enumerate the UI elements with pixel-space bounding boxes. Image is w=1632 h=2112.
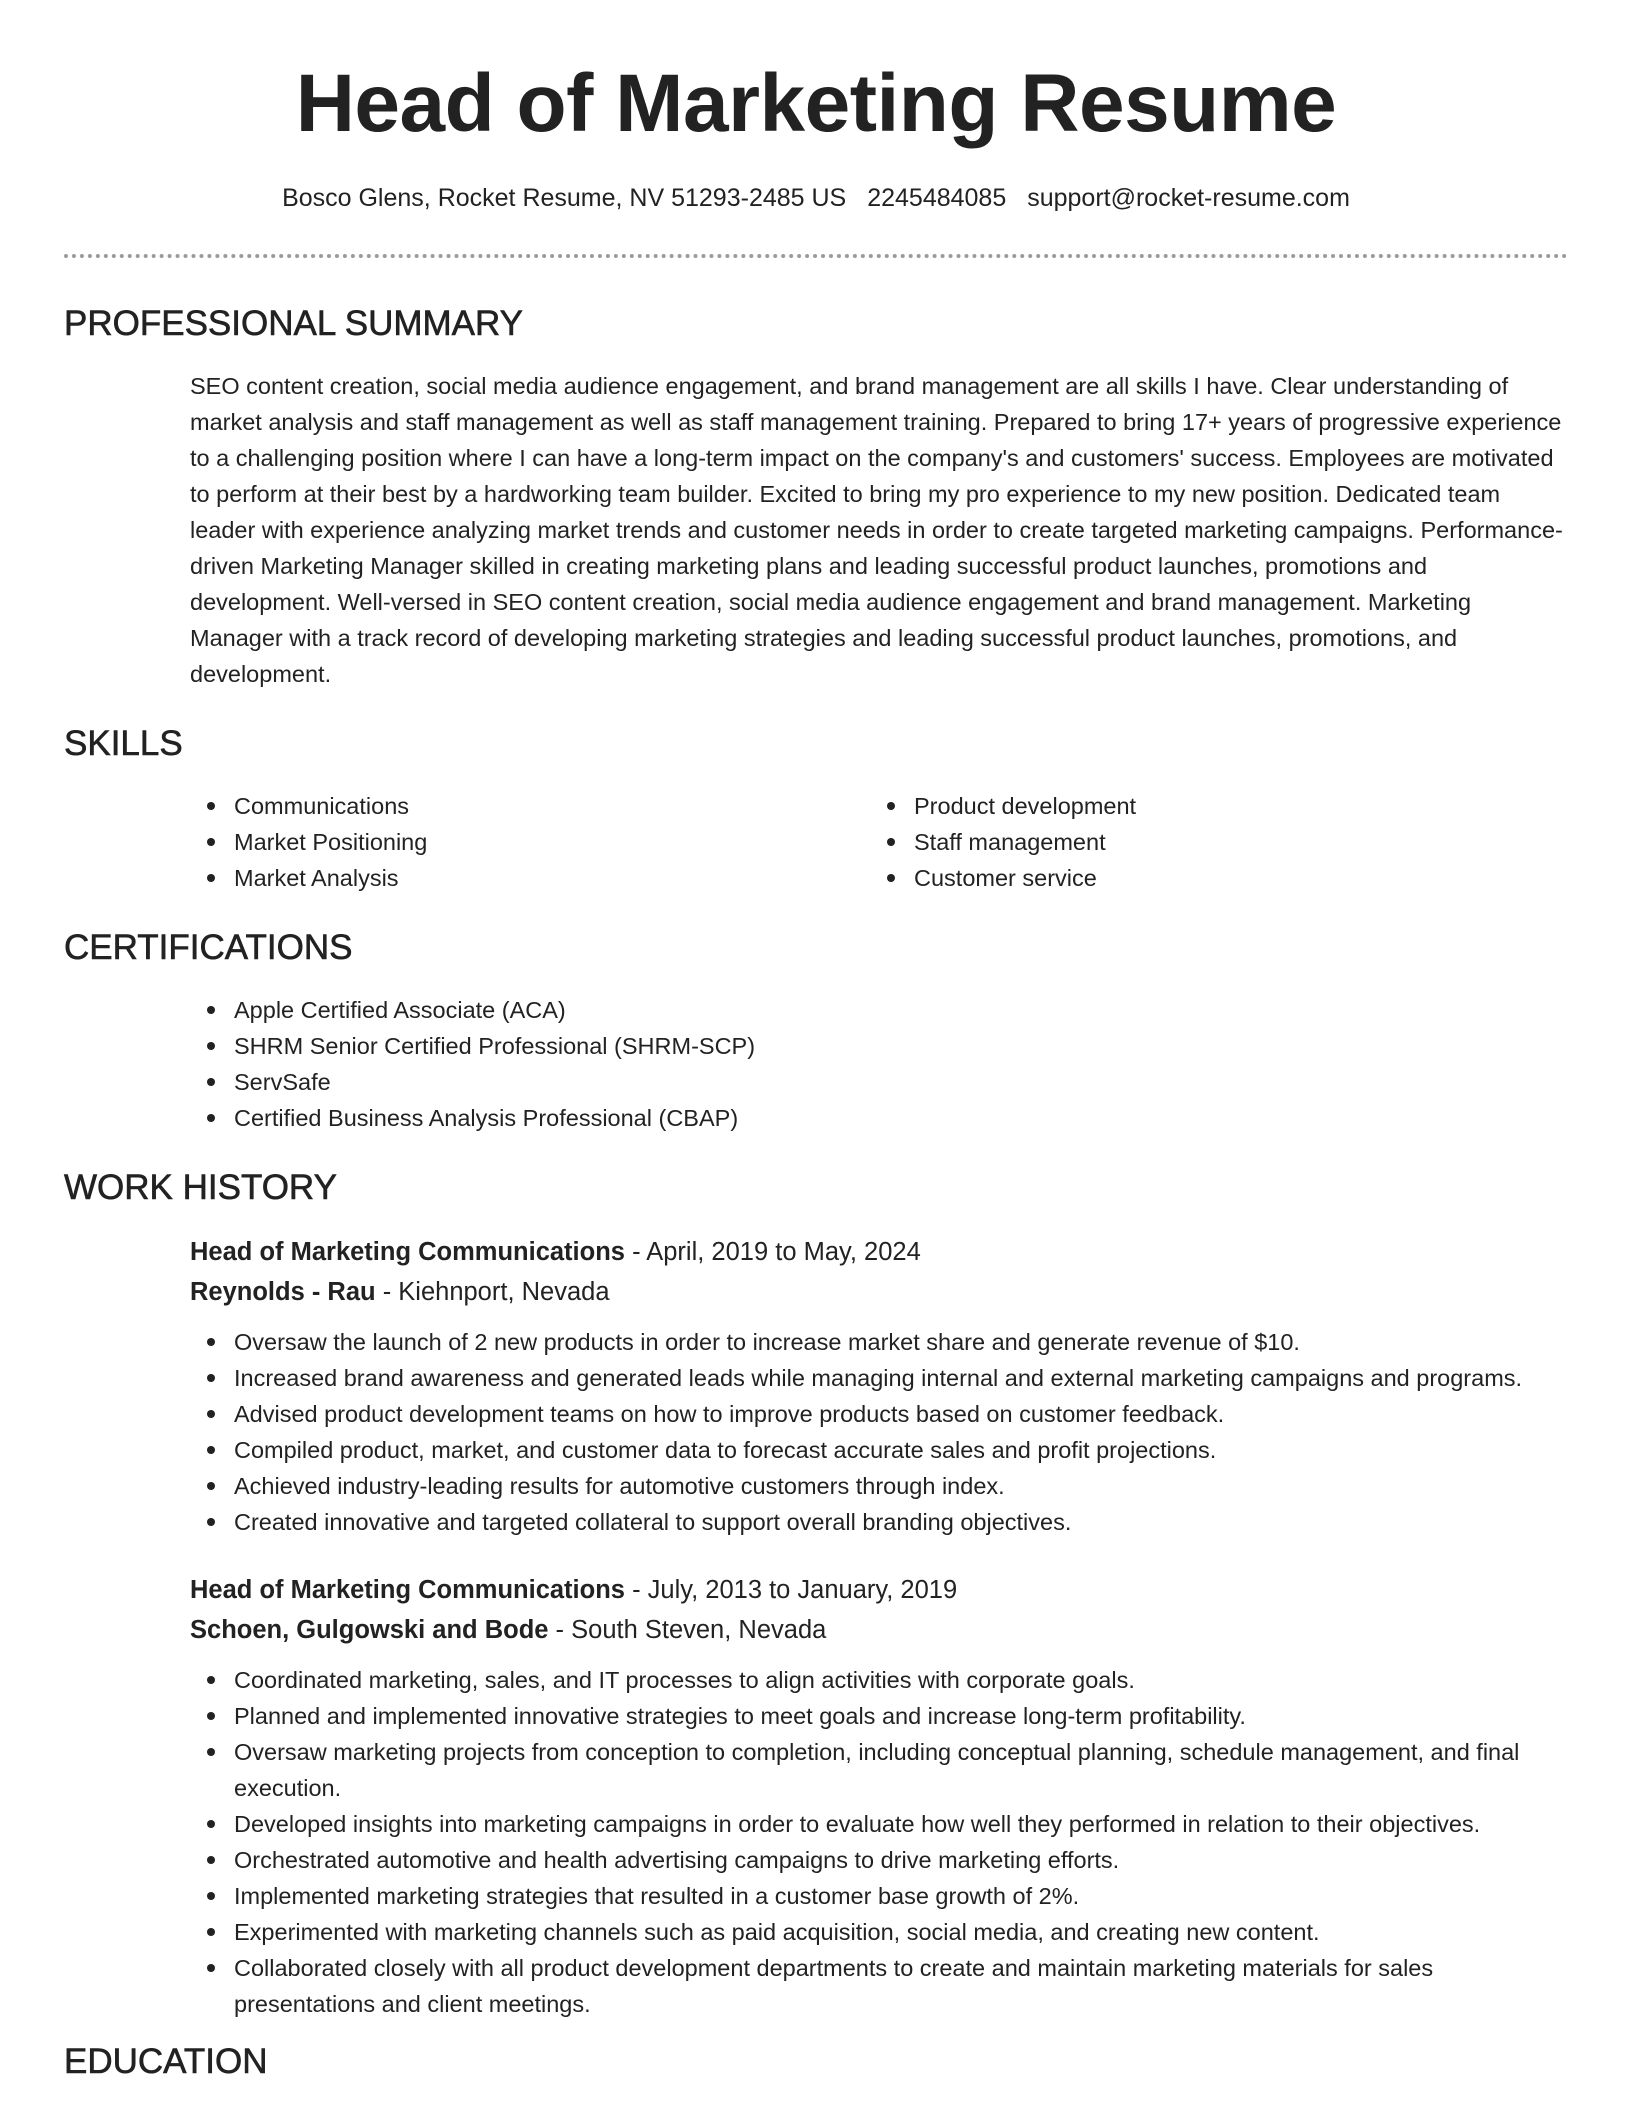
- certifications-heading: CERTIFICATIONS: [64, 928, 353, 967]
- summary-text: SEO content creation, social media audience engagement, and brand management are all skills I have. Clear understanding of market analysis and staff management as well as staff management training. Prepared to bring 17+ years of progressive experience to a challenging position where I can have a long-term impact on the company's and customers' success. Employees are motivated to perform at their best by a hardworking team builder. Excited to bring my pro experience to my new position. Dedicated team leader with experience analyzing market trends and customer needs in order to create targeted marketing campaigns. Performance-driven Marketing Manager skilled in creating marketing plans and leading successful product launches, promotions and development. Well-versed in SEO content creation, social media audience engagement and brand management. Marketing Manager with a track record of developing marketing strategies and leading successful product launches, promotions, and development.: [190, 373, 1563, 687]
- job-company: Schoen, Gulgowski and Bode: [190, 1616, 549, 1644]
- certifications-list: [64, 992, 1568, 1136]
- job-bullet: Planned and implemented innovative strategies to meet goals and increase long-term profitability.: [234, 1698, 1568, 1734]
- job-bullet: Oversaw marketing projects from conception to completion, including conceptual planning, schedule management, and final execution.: [234, 1734, 1568, 1806]
- certification-item: SHRM Senior Certified Professional (SHRM-SCP): [234, 1028, 1568, 1064]
- job-company: Reynolds - Rau: [190, 1278, 376, 1306]
- job-bullet: Collaborated closely with all product development departments to create and maintain marketing materials for sales presentations and client meetings.: [234, 1950, 1568, 2022]
- summary-heading: PROFESSIONAL SUMMARY: [64, 304, 523, 343]
- job-bullet: Compiled product, market, and customer data to forecast accurate sales and profit projections.: [234, 1432, 1568, 1468]
- contact-address: Bosco Glens, Rocket Resume, NV 51293-2485 US: [282, 184, 847, 212]
- job-header: [190, 1570, 1568, 1650]
- certification-item: Apple Certified Associate (ACA): [234, 992, 1568, 1028]
- skills-list-right: [914, 788, 1136, 896]
- skill-item: Product development: [914, 788, 1136, 824]
- skills-list-left: [64, 788, 914, 896]
- header-divider: [64, 254, 1568, 258]
- contact-email: support@rocket-resume.com: [1027, 184, 1350, 212]
- certification-item: Certified Business Analysis Professional (CBAP): [234, 1100, 1568, 1136]
- skill-item: Staff management: [914, 824, 1136, 860]
- job-location: - Kiehnport, Nevada: [375, 1278, 610, 1306]
- job-company-line: [190, 1610, 1568, 1650]
- job-bullet: Developed insights into marketing campaigns in order to evaluate how well they performed in relation to their objectives.: [234, 1806, 1568, 1842]
- job-title: Head of Marketing Communications: [190, 1238, 625, 1266]
- skill-item: Market Analysis: [234, 860, 914, 896]
- job-bullet: Experimented with marketing channels such as paid acquisition, social media, and creating new content.: [234, 1914, 1568, 1950]
- job-location: - South Steven, Nevada: [548, 1616, 827, 1644]
- skills-grid: [64, 788, 1568, 896]
- contact-line: [64, 182, 1568, 214]
- job-bullet: Achieved industry-leading results for automotive customers through index.: [234, 1468, 1568, 1504]
- job-title-line: [190, 1570, 1568, 1610]
- job-bullet: Oversaw the launch of 2 new products in order to increase market share and generate revenue of $10.: [234, 1324, 1568, 1360]
- job-bullet: Implemented marketing strategies that resulted in a customer base growth of 2%.: [234, 1878, 1568, 1914]
- work-history-heading: WORK HISTORY: [64, 1168, 337, 1207]
- education-heading: EDUCATION: [64, 2042, 268, 2081]
- skill-item: Communications: [234, 788, 914, 824]
- job-company-line: [190, 1272, 1568, 1312]
- job-dates: - July, 2013 to January, 2019: [624, 1576, 958, 1604]
- certification-item: ServSafe: [234, 1064, 1568, 1100]
- job-bullet: Created innovative and targeted collateral to support overall branding objectives.: [234, 1504, 1568, 1540]
- job-bullet: Increased brand awareness and generated leads while managing internal and external marketing campaigns and programs.: [234, 1360, 1568, 1396]
- job-header: [190, 1232, 1568, 1312]
- page-title: Head of Marketing Resume: [295, 58, 1337, 149]
- skills-heading: SKILLS: [64, 724, 183, 763]
- job-bullets: [190, 1662, 1568, 2022]
- job-dates: - April, 2019 to May, 2024: [624, 1238, 921, 1266]
- job-bullet: Orchestrated automotive and health advertising campaigns to drive marketing efforts.: [234, 1842, 1568, 1878]
- job-title: Head of Marketing Communications: [190, 1576, 625, 1604]
- job-bullet: Advised product development teams on how to improve products based on customer feedback.: [234, 1396, 1568, 1432]
- job-bullet: Coordinated marketing, sales, and IT processes to align activities with corporate goals.: [234, 1662, 1568, 1698]
- job-bullets: [190, 1324, 1568, 1540]
- contact-phone: 2245484085: [867, 184, 1007, 212]
- skill-item: Market Positioning: [234, 824, 914, 860]
- job-entry: [190, 1232, 1568, 1540]
- skill-item: Customer service: [914, 860, 1136, 896]
- job-entry: [190, 1570, 1568, 2022]
- job-title-line: [190, 1232, 1568, 1272]
